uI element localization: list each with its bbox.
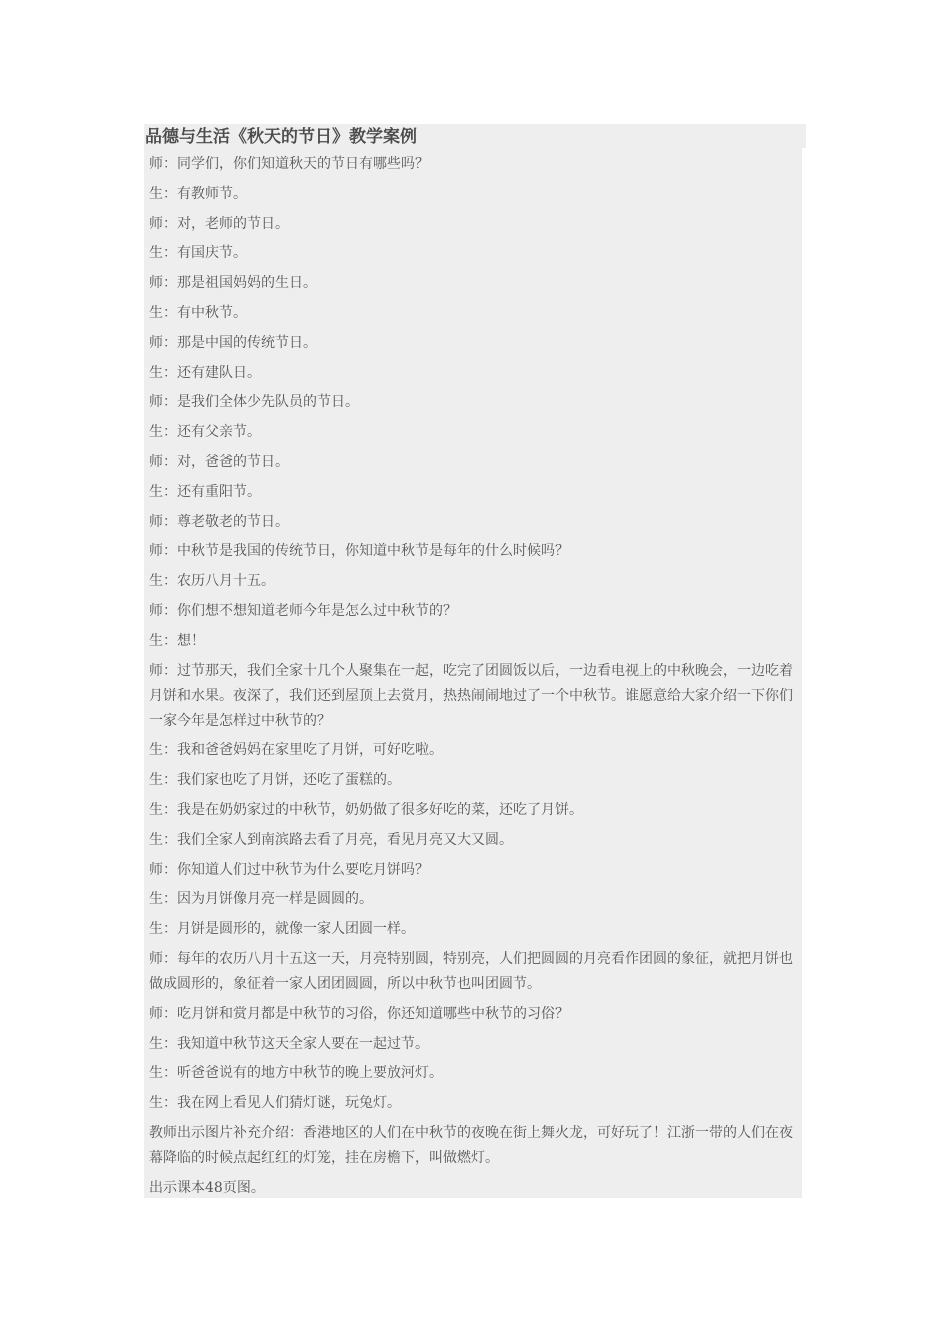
dialogue-line: 师：那是中国的传统节日。 — [149, 334, 317, 351]
dialogue-line: 生：我在网上看见人们猜灯谜，玩兔灯。 — [149, 1095, 401, 1112]
dialogue-line: 生：有教师节。 — [149, 185, 247, 202]
dialogue-line: 生：我知道中秋节这天全家人要在一起过节。 — [149, 1035, 429, 1052]
dialogue-line: 师：尊老敬老的节日。 — [149, 513, 289, 530]
dialogue-line: 生：还有建队日。 — [149, 364, 261, 381]
dialogue-line: 师：同学们，你们知道秋天的节日有哪些吗？ — [149, 156, 429, 172]
dialogue-line: 师：是我们全体少先队员的节日。 — [149, 394, 359, 411]
dialogue-line: 师：吃月饼和赏月都是中秋节的习俗，你还知道哪些中秋节的习俗？ — [149, 1005, 569, 1022]
dialogue-line: 生：想！ — [149, 632, 205, 649]
dialogue-line: 生：月饼是圆形的，就像一家人团圆一样。 — [149, 921, 415, 938]
dialogue-line: 师：那是祖国妈妈的生日。 — [149, 275, 317, 292]
dialogue-line: 生：还有父亲节。 — [149, 424, 261, 441]
dialogue-line: 生：我和爸爸妈妈在家里吃了月饼，可好吃啦。 — [149, 742, 443, 759]
dialogue-line: 生：农历八月十五。 — [149, 573, 275, 590]
dialogue-line: 出示课本48页图。 — [149, 1179, 265, 1196]
dialogue-line: 生：有中秋节。 — [149, 304, 247, 321]
dialogue-line: 生：还有重阳节。 — [149, 483, 261, 500]
dialogue-line: 生：我是在奶奶家过的中秋节，奶奶做了很多好吃的菜，还吃了月饼。 — [149, 801, 583, 818]
dialogue-line: 教师出示图片补充介绍：香港地区的人们在中秋节的夜晚在街上舞火龙，可好玩了！江浙一带的人们在夜幕降临的时候点起红红的灯笼，挂在房檐下，叫做燃灯。 — [149, 1124, 793, 1166]
dialogue-line: 师：中秋节是我国的传统节日，你知道中秋节是每年的什么时候吗？ — [149, 543, 569, 560]
dialogue-line: 生：因为月饼像月亮一样是圆圆的。 — [149, 891, 373, 908]
dialogue-line: 生：我们家也吃了月饼，还吃了蛋糕的。 — [149, 772, 401, 789]
dialogue-line: 师：对，老师的节日。 — [149, 215, 289, 232]
dialogue-line: 师：你知道人们过中秋节为什么要吃月饼吗？ — [149, 861, 429, 878]
dialogue-line: 师：过节那天，我们全家十几个人聚集在一起，吃完了团圆饭以后，一边看电视上的中秋晚会，一边吃着月饼和水果。夜深了，我们还到屋顶上去赏月，热热闹闹地过了一个中秋节。谁愿意给大家介绍一下你们一家今年是怎样过中秋节的？ — [149, 662, 793, 729]
dialogue-line: 生：有国庆节。 — [149, 245, 247, 262]
dialogue-line: 生：听爸爸说有的地方中秋节的晚上要放河灯。 — [149, 1065, 443, 1082]
dialogue-line: 师：每年的农历八月十五这一天，月亮特别圆，特别亮，人们把圆圆的月亮看作团圆的象征，就把月饼也做成圆形的，象征着一家人团团圆圆，所以中秋节也叫团圆节。 — [149, 950, 793, 992]
dialogue-list — [149, 152, 801, 1206]
dialogue-line: 师：对，爸爸的节日。 — [149, 453, 289, 470]
document-title: 品德与生活《秋天的节日》教学案例 — [145, 127, 417, 147]
dialogue-line: 生：我们全家人到南滨路去看了月亮，看见月亮又大又圆。 — [149, 831, 513, 848]
dialogue-line: 师：你们想不想知道老师今年是怎么过中秋节的？ — [149, 602, 457, 619]
